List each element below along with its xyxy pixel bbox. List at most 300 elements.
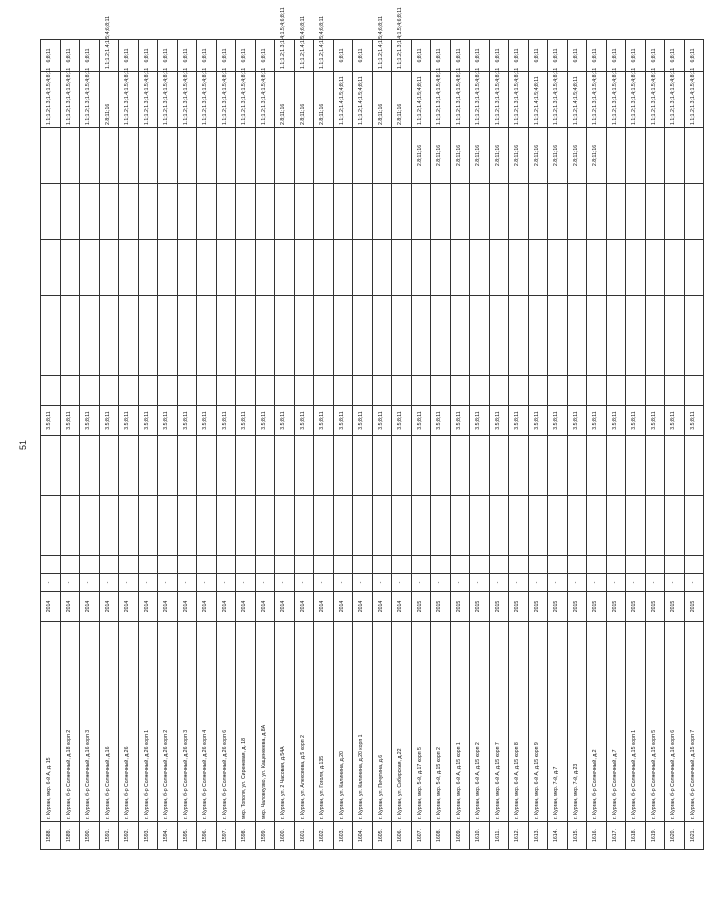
table-cell-year: 2014 (119, 592, 139, 622)
table-cell-code: 1.1;1.2;1.3;1.4;1.5;4;8;11 (431, 72, 451, 128)
table-cell-code: 1.1;1.2;1.3;1.4;1.5;4;8;11 (489, 72, 509, 128)
table-cell-number: 1596. (197, 822, 217, 850)
table-cell-empty (216, 376, 236, 406)
table-cell-empty (197, 184, 217, 240)
table-cell-empty (216, 556, 236, 574)
table-cell-code: 2.8;11;16 (567, 128, 587, 184)
table-cell-empty (80, 296, 100, 376)
table-cell-code: 2.8;11;16 (450, 128, 470, 184)
table-cell-number: 1599. (255, 822, 275, 850)
table-cell-empty (99, 496, 119, 556)
table-cell-empty (548, 376, 568, 406)
table-cell-empty (294, 376, 314, 406)
table-cell-code (60, 128, 80, 184)
table-cell-empty (665, 376, 685, 406)
table-cell-dash: - (489, 574, 509, 592)
table-cell-empty (99, 436, 119, 496)
table-cell-empty (470, 296, 490, 376)
table-row (372, 40, 392, 850)
table-cell-number: 1603. (333, 822, 353, 850)
table-cell-empty (372, 556, 392, 574)
table-cell-number: 1598. (236, 822, 256, 850)
address-table (40, 7, 704, 850)
table-cell-empty (450, 436, 470, 496)
table-cell-number: 1590. (80, 822, 100, 850)
table-cell-address: г. Курган, б-р Солнечный, д.16 корп 3 (80, 622, 100, 822)
table-cell-empty (158, 436, 178, 496)
table-cell-empty (80, 436, 100, 496)
table-cell-empty (294, 496, 314, 556)
table-row (587, 40, 607, 850)
table-cell-empty (177, 184, 197, 240)
table-cell-empty (275, 556, 295, 574)
table-cell-empty (645, 436, 665, 496)
table-cell-number: 1606. (392, 822, 412, 850)
table-cell-address: г. Курган, б-р Солнечный, д.26 корп 2 (158, 622, 178, 822)
table-cell-code (372, 128, 392, 184)
table-cell-address: г. Курган, б-р Солнечный, д.26 корп 6 (216, 622, 236, 822)
table-cell-code: 6;8;11 (236, 40, 256, 72)
table-cell-code (80, 128, 100, 184)
table-cell-number: 1613. (528, 822, 548, 850)
table-cell-year: 2014 (158, 592, 178, 622)
table-cell-empty (567, 240, 587, 296)
table-cell-code: 1.1;1.2;1.3;1.4;1.5;4;8;11 (41, 72, 61, 128)
table-row (41, 40, 61, 850)
table-row (411, 40, 431, 850)
table-cell-code: 3.5;8;11 (489, 406, 509, 436)
table-cell-empty (314, 296, 334, 376)
table-cell-address: г. Курган, б-р Солнечный, д.26 (119, 622, 139, 822)
table-cell-code: 3.5;8;11 (119, 406, 139, 436)
table-cell-empty (158, 376, 178, 406)
table-cell-empty (177, 376, 197, 406)
table-cell-empty (489, 556, 509, 574)
table-cell-dash: - (314, 574, 334, 592)
table-cell-number: 1601. (294, 822, 314, 850)
table-cell-empty (275, 184, 295, 240)
table-cell-empty (275, 296, 295, 376)
table-cell-code: 3.5;8;11 (216, 406, 236, 436)
table-cell-year: 2015 (528, 592, 548, 622)
table-cell-code: 6;8;11 (41, 40, 61, 72)
table-cell-empty (372, 436, 392, 496)
table-cell-empty (158, 296, 178, 376)
table-cell-code: 3.5;8;11 (314, 406, 334, 436)
table-cell-dash: - (411, 574, 431, 592)
table-cell-empty (587, 556, 607, 574)
table-cell-code (41, 128, 61, 184)
table-cell-empty (80, 556, 100, 574)
table-cell-year: 2014 (236, 592, 256, 622)
table-cell-empty (138, 376, 158, 406)
table-cell-address: г. Курган, мкр. 5-й, д.17 корп 5 (411, 622, 431, 822)
table-cell-address: г. Курган, ул. 2 Часовая, д.54А (275, 622, 295, 822)
table-cell-code: 3.5;8;11 (470, 406, 490, 436)
table-cell-empty (392, 556, 412, 574)
table-cell-code: 3.5;8;11 (353, 406, 373, 436)
table-cell-empty (606, 184, 626, 240)
table-cell-code: 6;8;11 (177, 40, 197, 72)
table-cell-code (684, 128, 704, 184)
table-cell-address: г. Курган, мкр. 7-й, д.7 (548, 622, 568, 822)
table-cell-number: 1594. (158, 822, 178, 850)
table-cell-empty (255, 556, 275, 574)
table-cell-code: 3.5;8;11 (275, 406, 295, 436)
table-cell-address: г. Курган, б-р Солнечный, д.18 корп 2 (60, 622, 80, 822)
table-cell-empty (197, 240, 217, 296)
table-row (138, 40, 158, 850)
table-cell-number: 1605. (372, 822, 392, 850)
table-cell-code: 2.8;11;16 (294, 72, 314, 128)
table-cell-empty (645, 296, 665, 376)
table-cell-empty (528, 436, 548, 496)
table-cell-empty (138, 496, 158, 556)
table-cell-year: 2014 (314, 592, 334, 622)
table-cell-empty (411, 184, 431, 240)
table-row (665, 40, 685, 850)
table-cell-dash: - (119, 574, 139, 592)
table-cell-empty (450, 496, 470, 556)
table-cell-empty (138, 436, 158, 496)
table-cell-code (294, 128, 314, 184)
table-cell-empty (41, 436, 61, 496)
table-cell-empty (431, 296, 451, 376)
table-cell-address: мкр. Чаловкузво, ул. Кащенкеева, д.8А (255, 622, 275, 822)
table-cell-address: г. Курган, мкр. 7-й, д.23 (567, 622, 587, 822)
table-cell-number: 1614. (548, 822, 568, 850)
table-cell-code: 2.8;11;16 (528, 128, 548, 184)
table-cell-address: г. Курган, ул. Сибирская, д.22 (392, 622, 412, 822)
table-cell-code: 1.1;1.2;1.3;1.4;1.5;4;8;11 (665, 72, 685, 128)
table-cell-code: 3.5;8;11 (255, 406, 275, 436)
table-cell-empty (294, 184, 314, 240)
table-cell-empty (60, 376, 80, 406)
table-cell-year: 2014 (80, 592, 100, 622)
table-cell-empty (372, 240, 392, 296)
table-cell-code: 1.1;1.2;1.4;1.5;4;6;8;11 (294, 40, 314, 72)
table-cell-address: г. Курган, ул. Алексеева, д.5 корп 2 (294, 622, 314, 822)
table-cell-empty (99, 556, 119, 574)
table-cell-code: 6;8;11 (353, 40, 373, 72)
table-cell-empty (450, 240, 470, 296)
table-cell-empty (489, 436, 509, 496)
table-cell-code: 6;8;11 (626, 40, 646, 72)
table-cell-empty (509, 436, 529, 496)
table-cell-address: г. Курган, б-р Солнечный, д.15 корп 5 (645, 622, 665, 822)
table-cell-code (314, 128, 334, 184)
table-cell-empty (255, 184, 275, 240)
table-cell-empty (606, 376, 626, 406)
table-cell-code: 3.5;8;11 (606, 406, 626, 436)
table-cell-empty (567, 496, 587, 556)
table-cell-address: г. Курган, б-р Солнечный, д.15 корп 1 (626, 622, 646, 822)
table-cell-empty (587, 184, 607, 240)
table-cell-address: г. Курган, мкр. 6-й А, д.15 корп 8 (509, 622, 529, 822)
table-cell-empty (197, 296, 217, 376)
table-cell-empty (489, 496, 509, 556)
table-cell-code: 2.8;11;16 (275, 72, 295, 128)
table-cell-empty (587, 436, 607, 496)
table-cell-empty (431, 496, 451, 556)
table-cell-address: г. Курган, ул. Калинина, д.20 (333, 622, 353, 822)
table-cell-empty (509, 376, 529, 406)
table-cell-code: 6;8;11 (158, 40, 178, 72)
table-cell-code: 6;8;11 (333, 40, 353, 72)
table-cell-number: 1607. (411, 822, 431, 850)
table-row (450, 40, 470, 850)
table-cell-address: г. Курган, ул. Пичугина, д.6 (372, 622, 392, 822)
table-cell-empty (684, 184, 704, 240)
table-cell-code: 1.1;1.2;1.3;1.4;1.5;4;6;8;11 (392, 40, 412, 72)
table-cell-code: 1.1;1.2;1.3;1.4;1.5;4;6;8;11 (275, 40, 295, 72)
table-cell-empty (392, 376, 412, 406)
table-cell-code (138, 128, 158, 184)
table-cell-empty (606, 496, 626, 556)
table-row (60, 40, 80, 850)
table-cell-code: 1.1;1.2;1.3;1.4;1.5;4;8;11 (197, 72, 217, 128)
table-cell-empty (41, 296, 61, 376)
table-cell-empty (177, 436, 197, 496)
table-row (294, 40, 314, 850)
table-cell-dash: - (41, 574, 61, 592)
table-cell-empty (158, 556, 178, 574)
table-cell-empty (528, 496, 548, 556)
table-cell-empty (119, 496, 139, 556)
table-cell-empty (41, 556, 61, 574)
table-cell-number: 1621. (684, 822, 704, 850)
table-cell-address: мкр. Тополя, ул. Сиреневая, д. 18 (236, 622, 256, 822)
table-cell-empty (665, 240, 685, 296)
table-cell-year: 2015 (665, 592, 685, 622)
table-cell-address: г. Курган, б-р Солнечный, д.16 корп 6 (665, 622, 685, 822)
table-cell-address: г. Курган, мкр. 6-й А, д.15 корп 1 (450, 622, 470, 822)
table-cell-empty (392, 240, 412, 296)
table-cell-code (158, 128, 178, 184)
table-cell-dash: - (567, 574, 587, 592)
table-cell-empty (684, 240, 704, 296)
table-row (548, 40, 568, 850)
table-cell-number: 1619. (645, 822, 665, 850)
table-cell-code: 6;8;11 (548, 40, 568, 72)
table-cell-code (665, 128, 685, 184)
table-cell-dash: - (392, 574, 412, 592)
table-cell-empty (333, 496, 353, 556)
table-cell-code: 6;8;11 (509, 40, 529, 72)
table-cell-year: 2014 (333, 592, 353, 622)
table-cell-code: 3.5;8;11 (665, 406, 685, 436)
table-cell-code (216, 128, 236, 184)
table-cell-year: 2014 (99, 592, 119, 622)
table-cell-empty (548, 296, 568, 376)
table-cell-empty (236, 436, 256, 496)
table-cell-address: г. Курган, б-р Солнечный, д.26 корп 1 (138, 622, 158, 822)
table-cell-code: 2.8;11;16 (587, 128, 607, 184)
table-cell-empty (528, 184, 548, 240)
table-cell-empty (470, 376, 490, 406)
table-cell-empty (294, 436, 314, 496)
table-cell-empty (431, 556, 451, 574)
table-cell-code: 1.1;1.2;1.4;1.5;4;6;8;11 (372, 40, 392, 72)
table-cell-year: 2014 (60, 592, 80, 622)
table-cell-year: 2015 (470, 592, 490, 622)
table-cell-empty (41, 184, 61, 240)
table-cell-empty (606, 296, 626, 376)
table-cell-code (645, 128, 665, 184)
table-cell-empty (665, 496, 685, 556)
table-cell-empty (158, 496, 178, 556)
table-cell-dash: - (684, 574, 704, 592)
table-cell-code (177, 128, 197, 184)
table-cell-empty (606, 556, 626, 574)
table-cell-empty (197, 496, 217, 556)
table-cell-empty (314, 436, 334, 496)
table-cell-number: 1600. (275, 822, 295, 850)
table-cell-code (606, 128, 626, 184)
table-cell-code: 1.1;1.2;1.3;1.4;1.5;4;8;11 (80, 72, 100, 128)
table-cell-number: 1592. (119, 822, 139, 850)
table-cell-empty (255, 296, 275, 376)
table-cell-empty (216, 436, 236, 496)
table-cell-year: 2015 (684, 592, 704, 622)
table-cell-year: 2014 (372, 592, 392, 622)
table-cell-empty (470, 556, 490, 574)
table-cell-dash: - (626, 574, 646, 592)
table-cell-empty (119, 556, 139, 574)
table-cell-number: 1615. (567, 822, 587, 850)
table-cell-empty (392, 184, 412, 240)
table-cell-code: 1.1;1.2;1.4;1.5;4;8;11 (333, 72, 353, 128)
table-cell-dash: - (353, 574, 373, 592)
table-cell-year: 2014 (294, 592, 314, 622)
table-cell-code (626, 128, 646, 184)
table-cell-code: 3.5;8;11 (411, 406, 431, 436)
table-cell-year: 2014 (216, 592, 236, 622)
table-cell-code: 2.8;11;16 (314, 72, 334, 128)
table-cell-dash: - (372, 574, 392, 592)
table-body (41, 7, 704, 850)
table-cell-number: 1602. (314, 822, 334, 850)
table-cell-empty (645, 556, 665, 574)
table-cell-code: 3.5;8;11 (294, 406, 314, 436)
table-cell-empty (528, 376, 548, 406)
table-cell-code: 3.5;8;11 (684, 406, 704, 436)
table-cell-number: 1611. (489, 822, 509, 850)
table-cell-address: г. Курган, б-р Солнечный, д.2 (587, 622, 607, 822)
table-row (392, 40, 412, 850)
table-cell-empty (567, 376, 587, 406)
table-cell-empty (489, 376, 509, 406)
table-cell-code: 1.1;1.2;1.4;1.5;4;6;8;11 (314, 40, 334, 72)
table-cell-empty (645, 240, 665, 296)
table-row (353, 40, 373, 850)
table-cell-empty (294, 556, 314, 574)
table-row (528, 40, 548, 850)
table-cell-empty (645, 496, 665, 556)
table-cell-dash: - (255, 574, 275, 592)
table-cell-empty (60, 556, 80, 574)
table-cell-empty (450, 556, 470, 574)
table-cell-code: 3.5;8;11 (372, 406, 392, 436)
table-cell-empty (314, 376, 334, 406)
table-cell-empty (450, 184, 470, 240)
table-cell-code: 6;8;11 (450, 40, 470, 72)
table-cell-dash: - (548, 574, 568, 592)
table-cell-number: 1618. (626, 822, 646, 850)
table-cell-code: 6;8;11 (567, 40, 587, 72)
table-cell-empty (372, 376, 392, 406)
table-cell-dash: - (236, 574, 256, 592)
table-cell-code: 3.5;8;11 (528, 406, 548, 436)
table-cell-empty (314, 240, 334, 296)
table-cell-empty (353, 184, 373, 240)
table-cell-empty (509, 496, 529, 556)
table-cell-empty (392, 436, 412, 496)
table-cell-empty (645, 184, 665, 240)
table-cell-empty (587, 296, 607, 376)
table-cell-empty (470, 184, 490, 240)
table-cell-code: 6;8;11 (138, 40, 158, 72)
table-cell-number: 1609. (450, 822, 470, 850)
table-cell-empty (489, 296, 509, 376)
table-cell-code: 3.5;8;11 (236, 406, 256, 436)
table-row (216, 40, 236, 850)
table-cell-code: 1.1;1.2;1.3;1.4;1.5;4;8;11 (450, 72, 470, 128)
table-cell-code: 1.1;1.2;1.4;1.5;4;8;11 (353, 72, 373, 128)
table-cell-code: 2.8;11;16 (372, 72, 392, 128)
table-cell-empty (665, 436, 685, 496)
table-cell-dash: - (216, 574, 236, 592)
table-cell-empty (158, 184, 178, 240)
table-cell-empty (684, 556, 704, 574)
table-cell-number: 1608. (431, 822, 451, 850)
table-cell-empty (333, 556, 353, 574)
table-cell-empty (372, 296, 392, 376)
table-cell-code: 3.5;8;11 (509, 406, 529, 436)
table-row (314, 40, 334, 850)
table-cell-dash: - (197, 574, 217, 592)
table-cell-empty (177, 240, 197, 296)
table-cell-empty (626, 184, 646, 240)
table-cell-code: 1.1;1.2;1.3;1.4;1.5;4;8;11 (138, 72, 158, 128)
table-cell-empty (509, 184, 529, 240)
table-cell-empty (236, 296, 256, 376)
table-cell-code: 1.1;1.2;1.3;1.4;1.5;4;8;11 (626, 72, 646, 128)
table-cell-empty (509, 296, 529, 376)
table-cell-empty (216, 184, 236, 240)
table-cell-empty (236, 556, 256, 574)
table-cell-dash: - (177, 574, 197, 592)
table-cell-empty (431, 436, 451, 496)
table-cell-empty (119, 296, 139, 376)
table-cell-address: г. Курган, ул. Гоголя, д.135 (314, 622, 334, 822)
table-cell-empty (41, 496, 61, 556)
table-cell-year: 2015 (489, 592, 509, 622)
table-cell-empty (684, 376, 704, 406)
table-cell-empty (119, 240, 139, 296)
table-row (509, 40, 529, 850)
table-cell-empty (216, 240, 236, 296)
table-cell-code: 3.5;8;11 (645, 406, 665, 436)
table-cell-code: 6;8;11 (197, 40, 217, 72)
table-cell-code: 3.5;8;11 (197, 406, 217, 436)
table-cell-empty (411, 556, 431, 574)
table-cell-empty (548, 184, 568, 240)
table-cell-empty (275, 436, 295, 496)
table-cell-empty (314, 556, 334, 574)
table-cell-empty (275, 496, 295, 556)
table-cell-empty (353, 436, 373, 496)
